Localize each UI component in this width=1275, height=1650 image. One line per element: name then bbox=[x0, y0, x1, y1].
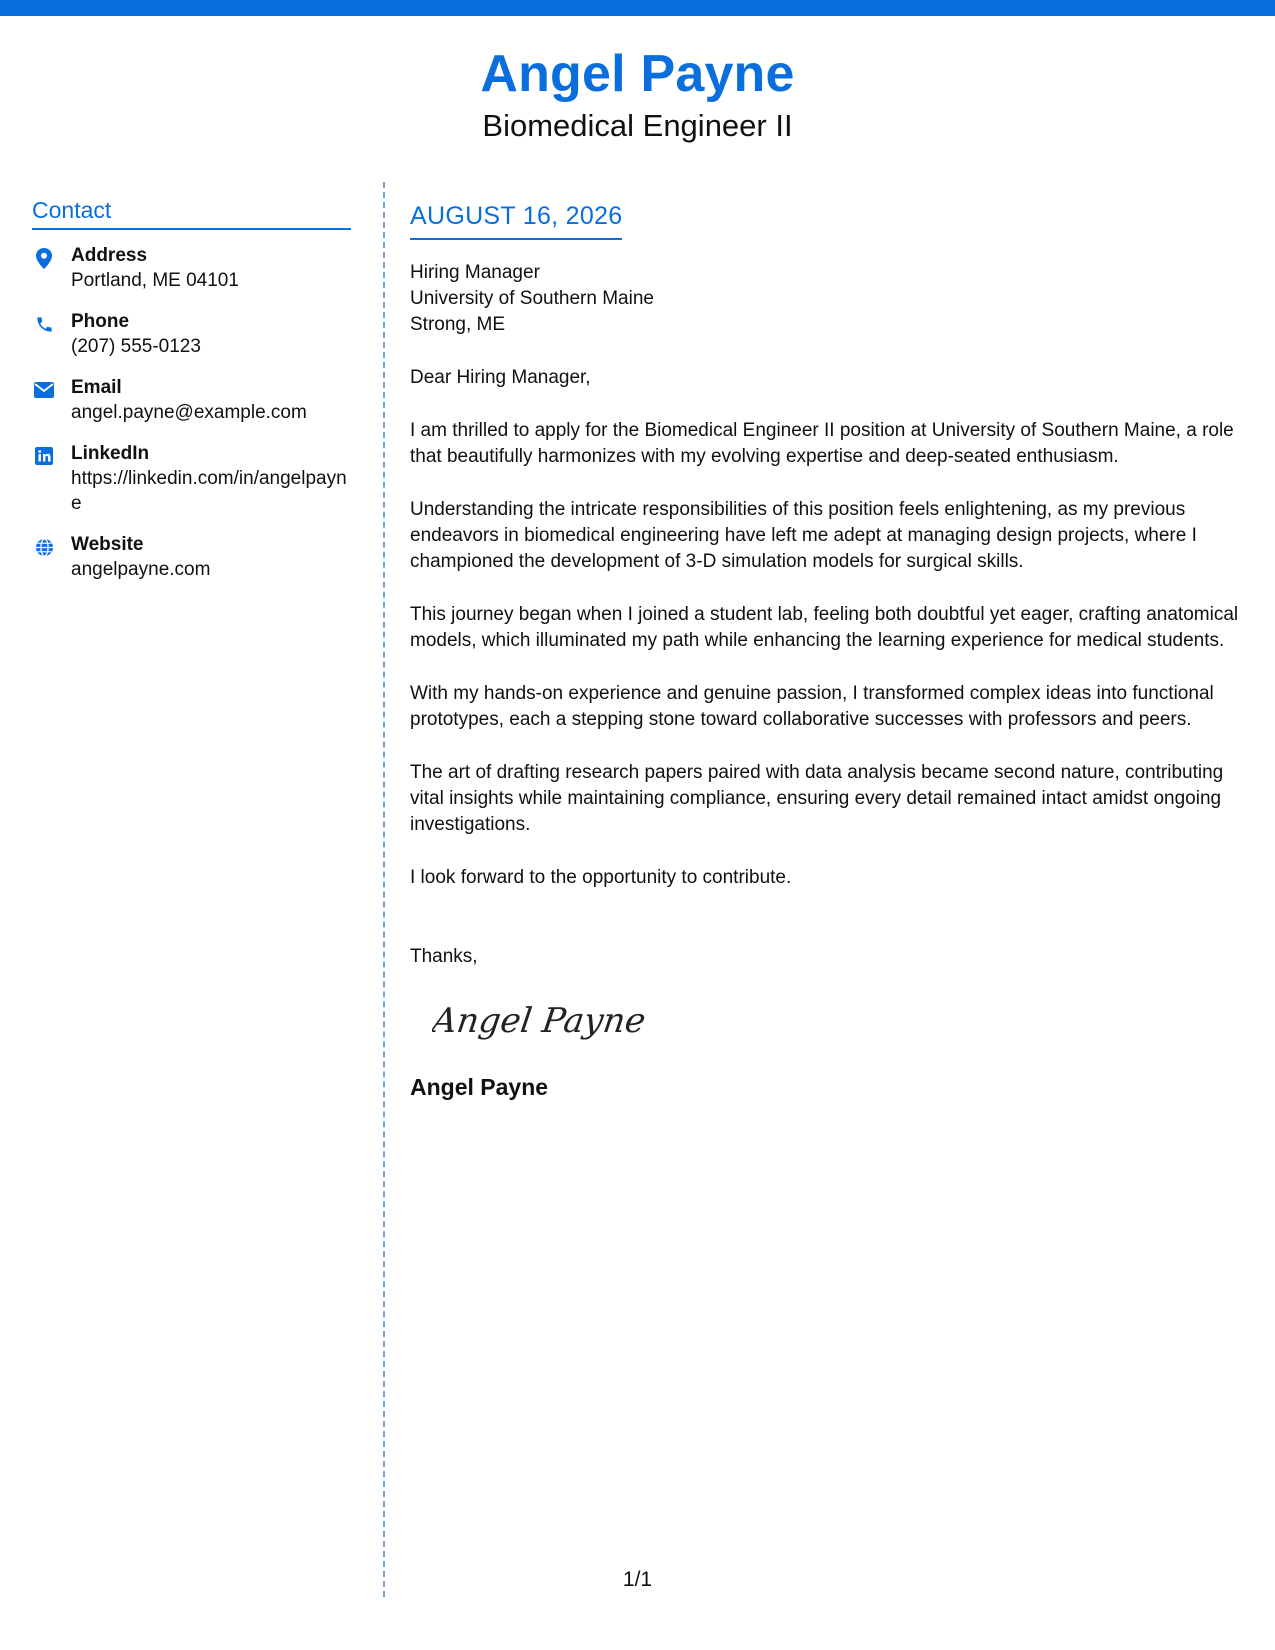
recipient-line: University of Southern Maine bbox=[410, 288, 654, 309]
letter-date: AUGUST 16, 2026 bbox=[410, 200, 622, 240]
paragraph: I am thrilled to apply for the Biomedical Engineer II position at University of Southern Maine, a role that beautifully harmonizes with my evolving expertise and deep-seated enthusiasm. bbox=[410, 420, 1234, 467]
contact-value: Portland, ME 04101 bbox=[71, 270, 239, 291]
contact-label: LinkedIn bbox=[71, 443, 150, 464]
page-number: 1/1 bbox=[622, 1568, 653, 1591]
letter-body bbox=[410, 200, 1240, 1100]
paragraph: This journey began when I joined a student lab, feeling both doubtful yet eager, crafting anatomical models, which illuminated my path while enhancing the learning experience for medical students. bbox=[410, 604, 1239, 651]
signer-name: Angel Payne bbox=[410, 1074, 549, 1100]
paragraph: I look forward to the opportunity to contribute. bbox=[410, 867, 792, 888]
linkedin-icon bbox=[32, 444, 56, 468]
paragraph: Understanding the intricate responsibilities of this position feels enlightening, as my previous endeavors in biomedical engineering have left me adept at managing design projects, where I championed the development of 3-D simulation models for surgical skills. bbox=[410, 499, 1197, 572]
contact-label: Website bbox=[71, 534, 144, 555]
recipient-line: Hiring Manager bbox=[410, 262, 540, 283]
phone-icon bbox=[32, 312, 56, 336]
contact-value[interactable]: angelpayne.com bbox=[71, 559, 211, 580]
contact-value: (207) 555-0123 bbox=[71, 336, 201, 357]
recipient-block bbox=[410, 260, 1240, 338]
recipient-line: Strong, ME bbox=[410, 314, 506, 335]
contact-value[interactable]: https://linkedin.com/in/angelpayne bbox=[71, 468, 347, 514]
envelope-icon bbox=[32, 378, 56, 402]
contact-label: Address bbox=[71, 245, 148, 266]
contact-label: Phone bbox=[71, 311, 130, 332]
contact-list bbox=[32, 244, 351, 582]
contact-website bbox=[32, 533, 351, 582]
applicant-name: Angel Payne bbox=[480, 45, 795, 103]
globe-icon bbox=[32, 535, 56, 559]
contact-sidebar bbox=[32, 196, 351, 599]
contact-linkedin bbox=[32, 442, 351, 516]
handwritten-signature bbox=[432, 996, 662, 1046]
paragraph: With my hands-on experience and genuine passion, I transformed complex ideas into functional prototypes, each a stepping stone toward collaborative successes with professors and peers. bbox=[410, 683, 1214, 730]
contact-heading: Contact bbox=[32, 196, 351, 230]
contact-label: Email bbox=[71, 377, 122, 398]
closing: Thanks, bbox=[410, 946, 478, 967]
top-accent-bar bbox=[0, 0, 1275, 16]
header bbox=[0, 44, 1275, 146]
column-divider bbox=[383, 182, 385, 1597]
salutation: Dear Hiring Manager, bbox=[410, 367, 591, 388]
location-pin-icon bbox=[32, 246, 56, 270]
paragraph: The art of drafting research papers paired with data analysis became second nature, contributing vital insights while maintaining compliance, ensuring every detail remained intact amidst ongoing investigations. bbox=[410, 762, 1224, 835]
contact-address bbox=[32, 244, 351, 293]
svg-text:Angel Payne: Angel Payne bbox=[432, 1001, 649, 1041]
contact-phone bbox=[32, 310, 351, 359]
applicant-title: Biomedical Engineer II bbox=[482, 108, 793, 143]
contact-email bbox=[32, 376, 351, 425]
contact-value: angel.payne@example.com bbox=[71, 402, 307, 423]
